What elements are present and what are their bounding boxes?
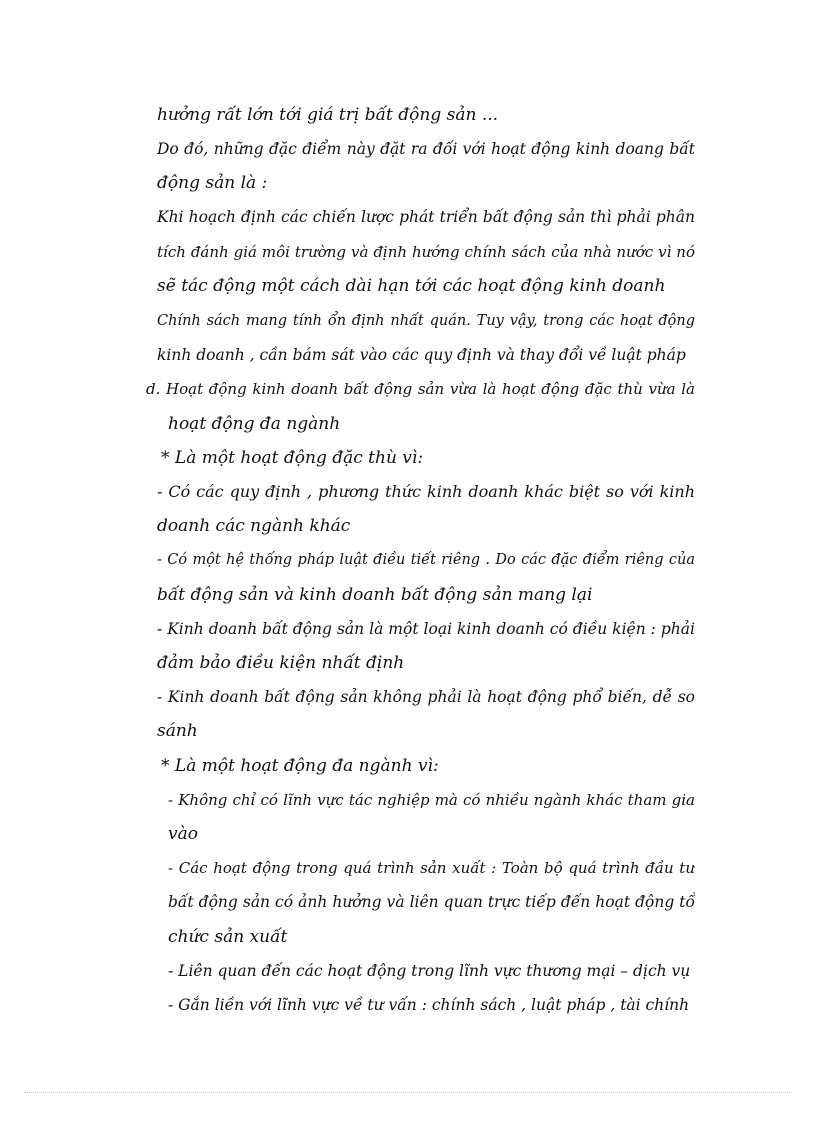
text-line: Do đó, những đặc điểm này đặt ra đối với hoạt động kinh doang bất [157, 140, 695, 158]
text-line: - Có một hệ thống pháp luật điều tiết riêng . Do các đặc điểm riêng của [157, 552, 695, 568]
text-line: kinh doanh , cần bám sát vào các quy định và thay đổi về luật pháp [157, 346, 686, 364]
text-line: hưởng rất lớn tới giá trị bất động sản ... [157, 105, 499, 125]
text-line: chức sản xuất [168, 927, 288, 947]
text-line: bất động sản và kinh doanh bất động sản mang lại [157, 585, 593, 605]
text-line: - Liên quan đến các hoạt động trong lĩnh vực thương mại – dịch vụ [168, 962, 691, 980]
text-line: tích đánh giá môi trường và định hướng chính sách của nhà nước vì nó [157, 243, 695, 261]
list-item-heading: d. Hoạt động kinh doanh bất động sản vừa là hoạt động đặc thù vừa là [146, 380, 695, 398]
text-line: sẽ tác động một cách dài hạn tới các hoạt động kinh doanh [157, 276, 666, 296]
text-line: Chính sách mang tính ổn định nhất quán. Tuy vậy, trong các hoạt động [157, 313, 695, 329]
text-line: - Kinh doanh bất động sản là một loại kinh doanh có điều kiện : phải [157, 620, 695, 638]
text-line: vào [168, 824, 198, 844]
text-line: động sản là : [157, 173, 268, 193]
text-line: - Kinh doanh bất động sản không phải là hoạt động phổ biến, dễ so [157, 688, 695, 706]
text-line: hoạt động đa ngành [168, 414, 341, 434]
text-line: - Gắn liền với lĩnh vực về tư vấn : chính sách , luật pháp , tài chính [168, 996, 690, 1014]
text-line: Khi hoạch định các chiến lược phát triển bất động sản thì phải phân [157, 208, 695, 226]
text-line: đảm bảo điều kiện nhất định [157, 653, 405, 673]
footer-divider [24, 1092, 792, 1093]
text-line: bất động sản có ảnh hưởng và liên quan trực tiếp đến hoạt động tổ [168, 893, 695, 911]
text-line: * Là một hoạt động đặc thù vì: [161, 448, 424, 468]
text-line: doanh các ngành khác [157, 516, 351, 536]
text-line: * Là một hoạt động đa ngành vì: [161, 756, 439, 776]
text-line: sánh [157, 721, 198, 741]
text-line: - Có các quy định , phương thức kinh doanh khác biệt so với kinh [157, 482, 695, 501]
text-line: - Các hoạt động trong quá trình sản xuất : Toàn bộ quá trình đầu tư [168, 859, 695, 877]
text-line: - Không chỉ có lĩnh vực tác nghiệp mà có nhiều ngành khác tham gia [168, 791, 695, 809]
